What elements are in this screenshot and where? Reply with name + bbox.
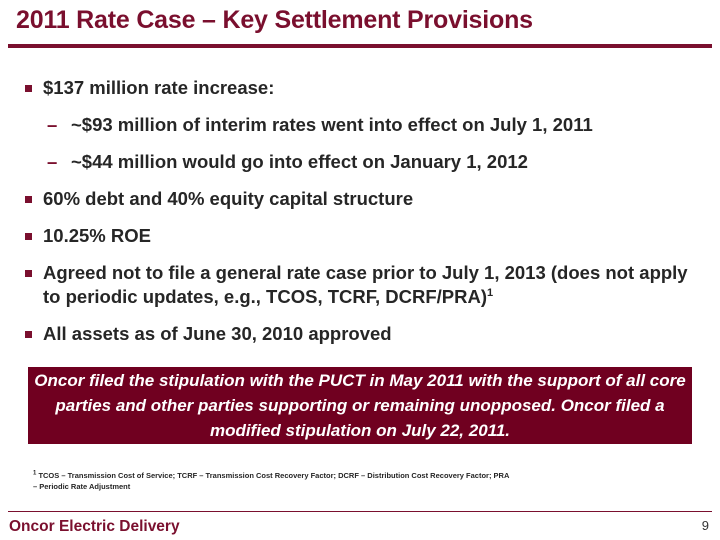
bullet-rate-case-moratorium: [22, 261, 702, 309]
square-bullet-icon: [25, 233, 32, 240]
bullet-text: $137 million rate increase:: [43, 77, 275, 98]
sub-bullet-list: [43, 113, 702, 174]
bullet-capital-structure: [22, 187, 702, 211]
square-bullet-icon: [25, 270, 32, 277]
dash-bullet-icon: –: [47, 114, 58, 135]
dash-bullet-icon: –: [47, 151, 58, 172]
bullet-text: Agreed not to file a general rate case prior to July 1, 2013 (does not apply to periodic updates, e.g., TCOS, TCRF, DCRF/PRA): [43, 262, 688, 307]
title-divider: [8, 44, 712, 48]
footnote-marker: 1: [33, 470, 37, 477]
bullet-text: All assets as of June 30, 2010 approved: [43, 323, 392, 344]
square-bullet-icon: [25, 85, 32, 92]
sub-bullet-text: ~$93 million of interim rates went into effect on July 1, 2011: [71, 114, 593, 135]
company-brand: Oncor Electric Delivery: [9, 518, 180, 535]
page-number: 9: [701, 518, 709, 533]
bullet-rate-increase: [22, 76, 702, 174]
bullet-assets-approved: [22, 322, 702, 346]
stipulation-callout-box: Oncor filed the stipulation with the PUCT in May 2011 with the support of all core parties and other parties supporting or remaining unopposed. Oncor filed a modified stipulation on July 22, 2011.: [28, 367, 692, 444]
bullet-roe: [22, 224, 702, 248]
footnote: [33, 470, 513, 492]
bullet-list: [22, 76, 702, 359]
footnote-reference: 1: [487, 286, 494, 299]
footer-divider: [8, 511, 712, 512]
sub-bullet-interim-rates: [43, 113, 702, 137]
square-bullet-icon: [25, 196, 32, 203]
bullet-text: 60% debt and 40% equity capital structure: [43, 188, 414, 209]
bullet-text: 10.25% ROE: [43, 225, 151, 246]
sub-bullet-january-rates: [43, 150, 702, 174]
sub-bullet-text: ~$44 million would go into effect on January 1, 2012: [71, 151, 528, 172]
square-bullet-icon: [25, 331, 32, 338]
footnote-text: TCOS – Transmission Cost of Service; TCRF – Transmission Cost Recovery Factor; DCRF – Distribution Cost Recovery Factor; PRA – Periodic Rate Adjustment: [33, 471, 510, 491]
slide-title: 2011 Rate Case – Key Settlement Provisions: [16, 6, 533, 34]
